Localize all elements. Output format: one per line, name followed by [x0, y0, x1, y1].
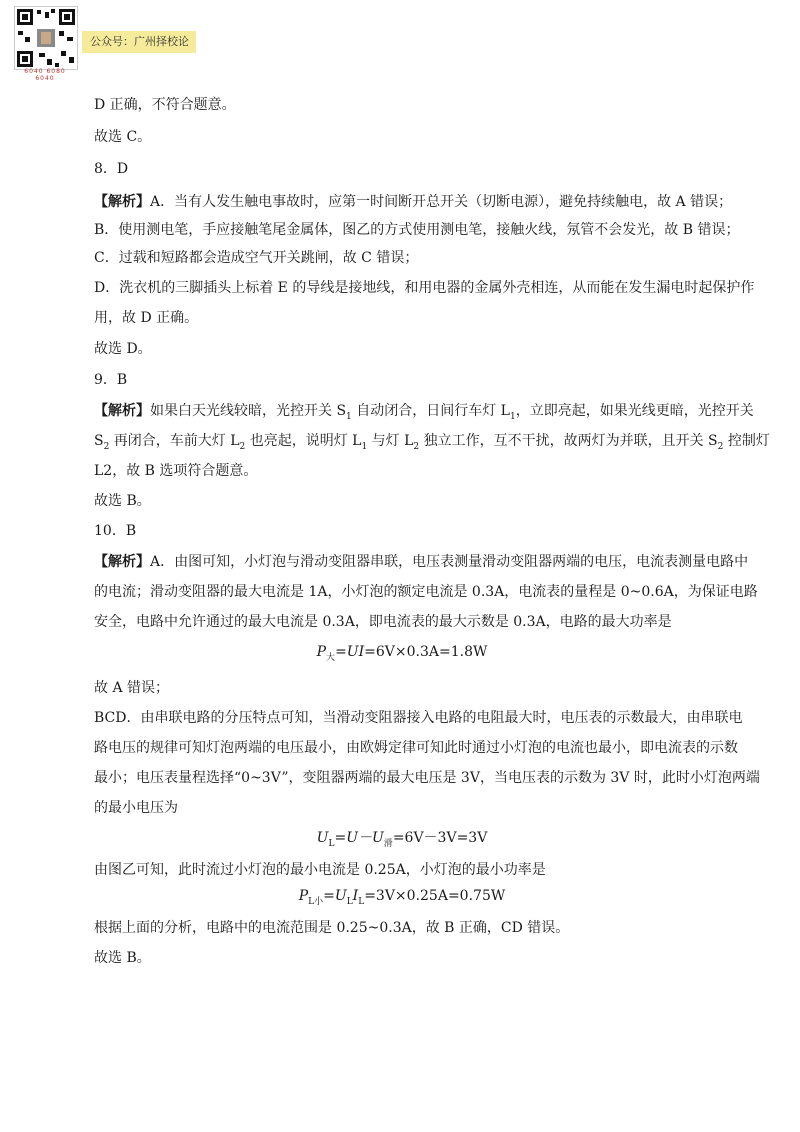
- text-line: 根据上面的分析，电路中的电流范围是 0.25~0.3A，故 B 正确，CD 错误。: [94, 920, 570, 937]
- analysis-tag: 【解析】: [94, 403, 150, 419]
- question-number: 10．B: [94, 523, 137, 539]
- text-line: B．使用测电笔，手应接触笔尾金属体，图乙的方式使用测电笔，接触火线，氖管不会发光，故 B 错误；: [94, 222, 740, 238]
- text-line: 故选 B。: [94, 493, 151, 509]
- analysis-tag: 【解析】: [94, 194, 150, 210]
- qr-code-graphic: [15, 7, 77, 69]
- text-line: 故选 B。: [94, 950, 151, 967]
- text-line: 路电压的规律可知灯泡两端的电压最小，由欧姆定律可知此时通过小灯泡的电流也最小，即电流表的示数: [94, 739, 738, 756]
- text-line: 故选 C。: [94, 129, 152, 145]
- text-line: BCD．由串联电路的分压特点可知，当滑动变阻器接入电路的电阻最大时，电压表的示数最大，由串联电: [94, 709, 743, 726]
- formula-min-voltage: $U_L=U-U_滑=6V-3V=3V$: [316, 829, 488, 849]
- qr-caption: 6040 6080 6040: [24, 68, 66, 82]
- text-line: 的最小电压为: [94, 799, 178, 816]
- formula-max-power: $P_大=UI=6V\times 0.3A=1.8W$: [316, 644, 488, 663]
- text-line: 用，故 D 正确。: [94, 310, 199, 326]
- text-line: 【解析】A．当有人发生触电事故时，应第一时间断开总开关（切断电源），避免持续触电，故 A 错误；: [94, 194, 733, 210]
- qr-code: [14, 6, 78, 70]
- analysis-tag: 【解析】: [94, 554, 150, 570]
- text-line: $S_2$ 再闭合，车前大灯 $L_2$ 也亮起，说明灯 $L_1$ 与灯 $L_2$ 独立工作，互不干扰，故两灯为并联，且开关 $S_2$ 控制灯: [94, 433, 770, 452]
- text-line: 故 A 错误；: [94, 679, 170, 696]
- question-number: 9．B: [94, 372, 128, 388]
- text-line: 最小；电压表量程选择“0~3V”，变阻器两端的最大电压是 3V，当电压表的示数为 3V 时，此时小灯泡两端: [94, 769, 760, 786]
- text-line: C．过载和短路都会造成空气开关跳闸，故 C 错误；: [94, 250, 419, 266]
- formula-min-power: $P_{L小}=U_LI_L=3V\times 0.25A=0.75W$: [298, 887, 506, 907]
- text-line: L2，故 B 选项符合题意。: [94, 463, 258, 479]
- text-line: D 正确，不符合题意。: [94, 97, 236, 113]
- question-number: 8．D: [94, 161, 129, 177]
- text-line: D．洗衣机的三脚插头上标着 E 的导线是接地线，和用电器的金属外壳相连，从而能在发生漏电时起保护作: [94, 280, 755, 296]
- text-line: 【解析】A．由图可知，小灯泡与滑动变阻器串联，电压表测量滑动变阻器两端的电压，电流表测量电路中: [94, 554, 749, 570]
- text-line: 安全，电路中允许通过的最大电流是 0.3A，即电流表的最大示数是 0.3A，电路的最大功率是: [94, 614, 672, 630]
- text-line: 的电流；滑动变阻器的最大电流是 1A，小灯泡的额定电流是 0.3A，电流表的量程是 0~0.6A，为保证电路: [94, 584, 758, 600]
- text-line: 由图乙可知，此时流过小灯泡的最小电流是 0.25A，小灯泡的最小功率是: [94, 861, 546, 878]
- text-line: 故选 D。: [94, 341, 152, 357]
- account-banner: 公众号：广州择校论: [82, 31, 196, 53]
- answer-content: [94, 96, 770, 967]
- text-line: 【解析】如果白天光线较暗，光控开关 $S_1$ 自动闭合，日间行车灯 $L_1$，立即亮起，如果光线更暗，光控开关: [94, 403, 754, 422]
